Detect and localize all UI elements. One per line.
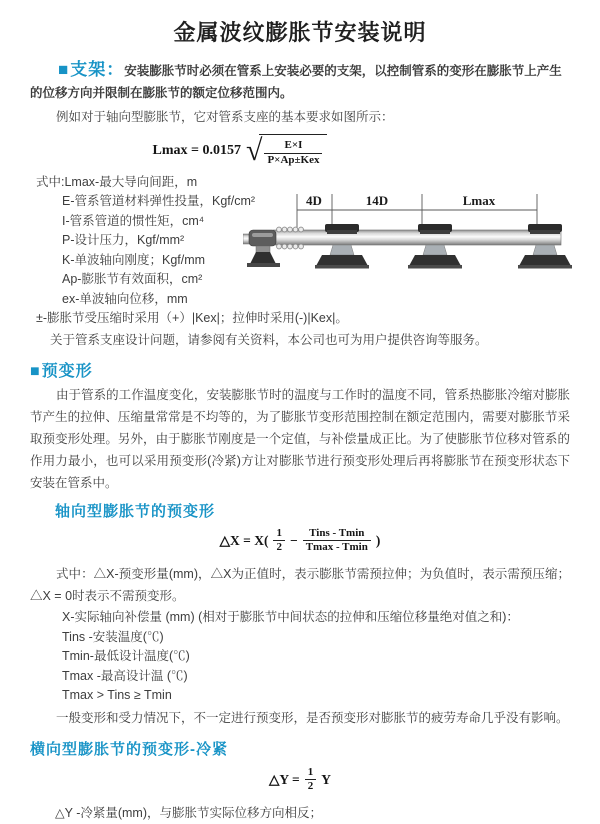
lateral-preform-heading: 横向型膨胀节的预变形-冷紧	[30, 740, 228, 758]
consult-note: 关于管系支座设计问题，请参阅有关资料，本公司也可为用户提供咨询等服务。	[50, 332, 488, 347]
formula3-lhs: △Y =	[269, 771, 300, 787]
one-half-fraction: $\frac{1}{2}$	[273, 527, 285, 556]
minus-sign: −	[289, 532, 298, 548]
blue-square-icon: ■	[58, 60, 70, 79]
support-intro-paragraph	[30, 59, 570, 104]
definition-line: P-设计压力，Kgf/mm²	[62, 233, 185, 247]
axial-note: 一般变形和受力情况下，不一定进行预变形，是否预变形对膨胀节的疲劳寿命几乎没有影响。	[56, 710, 569, 725]
axial-item: Tins -安装温度(℃)	[62, 629, 164, 644]
axial-preform-heading: 轴向型膨胀节的预变形	[55, 502, 216, 520]
axial-item: Tmax -最高设计温 (℃)	[62, 668, 188, 683]
support-section-heading	[58, 60, 124, 79]
dim-label-lmax: Lmax	[462, 193, 496, 208]
pipe-support-diagram-svg	[243, 186, 595, 282]
axial-item: Tmax > Tins ≥ Tmin	[62, 688, 172, 702]
page-title: 金属波纹膨胀节安装说明	[173, 20, 427, 45]
axial-item: Tmin-最低设计温度(℃)	[62, 649, 190, 663]
definition-line: 式中:Lmax-最大导向间距，m	[36, 174, 198, 189]
support-intro-text: 安装膨胀节时必须在管系上安装必要的支架，以控制管系的变形在膨胀节上产生的位移方向并限制在膨胀节的额定位移范围内。	[30, 64, 562, 100]
formula1-lhs: Lmax = 0.0157	[152, 142, 241, 158]
axial-item: X-实际轴向补偿量 (mm) (相对于膨胀节中间状态的拉伸和压缩位移量绝对值之和)：	[62, 610, 519, 624]
definition-line: ex-单波轴向位移，mm	[62, 291, 188, 306]
formula2-pre: △X = X(	[219, 532, 269, 548]
support-example-line: 例如对于轴向型膨胀节，它对管系支座的基本要求如图所示：	[56, 110, 394, 124]
definition-line: K-单波轴向刚度；Kgf/mm	[62, 252, 206, 267]
preform-heading-label: 预变形	[41, 362, 93, 380]
pipe-support-diagram	[243, 186, 595, 282]
axial-preform-formula	[30, 527, 570, 556]
support-heading-label: 支架：	[70, 60, 125, 79]
dim-label-14d: 14D	[365, 193, 389, 208]
lateral-preform-formula	[30, 766, 570, 795]
definition-line: ±-膨胀节受压缩时采用（+）|Kex|；拉伸时采用(-)|Kex|。	[36, 311, 348, 325]
lateral-note: △Y -冷紧量(mm)，与膨胀节实际位移方向相反；	[55, 806, 323, 820]
guide-spacing-formula	[30, 134, 450, 168]
sqrt-expression	[246, 134, 328, 168]
definition-line: Ap-膨胀节有效面积，cm²	[62, 272, 203, 286]
radical-sign: √	[245, 134, 263, 167]
one-half-fraction: $\frac{1}{2}$	[305, 766, 317, 795]
definition-line: I-管系管道的惯性矩，cm⁴	[62, 213, 205, 228]
definition-line: E-管系管道材料弹性投量，Kgf/cm²	[62, 194, 256, 208]
axial-symbol-list	[30, 608, 570, 706]
pipe	[273, 230, 561, 245]
blue-square-icon: ■	[30, 362, 41, 380]
axial-explain: 式中：△X-预变形量(mm)，△X为正值时，表示膨胀节需预拉伸；为负值时，表示需预压缩；△X = 0时表示不需预变形。	[30, 567, 570, 603]
temperature-fraction: $\frac{\text{Tins - Tmin}}{Tmax - Tmin}$	[303, 527, 371, 556]
anchor-support	[247, 230, 280, 267]
formula1-numerator: E×I	[264, 139, 322, 154]
formula1-denominator: P×Ap±Kex	[267, 153, 320, 166]
dim-label-4d: 4D	[306, 193, 322, 208]
preform-paragraph: 由于管系的工作温度变化，安装膨胀节时的温度与工作时的温度不同，管系热膨胀冷缩对膨胀节产生的拉伸、压缩量常常是不均等的，为了膨胀节变形范围控制在额定范围内，需要对膨胀节采取预变形处理。另外，由于膨胀节刚度是一个定值，与补偿量成正比。为了使膨胀节位移对管系的作用力最小，也可以采用预变形(冷紧)方让对膨胀节进行预变形处理后再将膨胀节在预变形状态下安装在管系中。	[30, 387, 570, 490]
formula3-rhs: Y	[321, 771, 331, 787]
formula2-close: )	[375, 532, 381, 548]
preform-section-heading	[30, 358, 570, 381]
